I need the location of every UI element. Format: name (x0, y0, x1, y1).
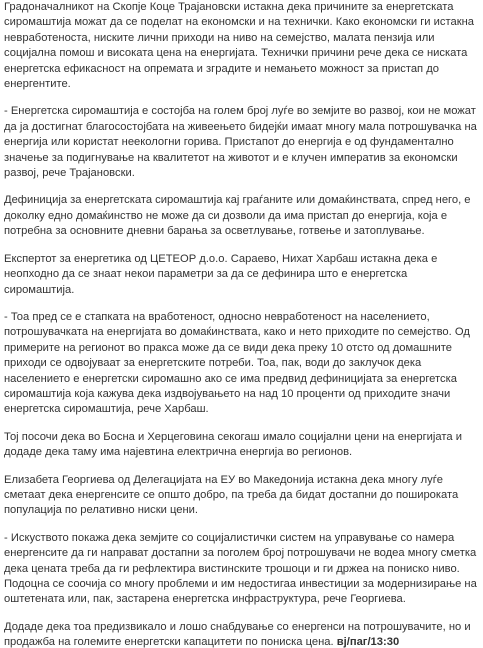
paragraph-4: Експертот за енергетика од ЦЕТЕОР д.о.о. Сараево, Нихат Харбаш истакна дека е неопходно да се знаат некои параметри за да се дефинира што е енергетска сиромаштија. (4, 252, 438, 296)
paragraph-2: - Енергетска сиромаштија е состојба на голем број луѓе во земјите во развој, кои не можат да ја достигнат благосостојбата на живеењето бидејќи имаат многу мала потрошувачка на енергија или користат неекологни горива. Пристапот до енергија е од фундаментално значење за подигнување на квалитетот на животот и е клучен императив за економски развој, рече Трајановски. (4, 105, 477, 180)
paragraph-5: - Тоа пред се е стапката на вработеност, односно невработеност на населението, потрошувачката на енергијата во домаќинствата, како и нето приходите по семејство. Од примерите на регионот во пракса може да се види дека преку 10 отсто од домашните приходи се одвојуваат за енергетските потреби. Тоа, пак, води до заклучок дека населението е енергетски сиромашно ако се има предвид дефиницијата за енергетска сиромаштија која кажува дека издвојувањето на над 10 проценти од приходите значи енергетска сиромаштија, рече Харбаш. (4, 310, 470, 416)
author-signature: вј/паг/13:30 (336, 636, 400, 648)
paragraph-9 (4, 620, 479, 648)
paragraph-6: Тој посочи дека во Босна и Херцеговина секогаш имало социјални цени на енергијата и додаде дека таму има најевтина електрична енергија во регионов. (4, 430, 462, 459)
paragraph-1: Градоначалникот на Скопје Коце Трајановски истакна дека причините за енергетската сиромаштија можат да се поделат на економски и на технички. Како економски ги истакна невработеноста, ниските лични приходи на ниво на семејство, малата пензија или социјална помош и високата цена на енергијата. Технички причини рече дека се ниската енергетска ефикасност на опремата и зградите и немањето можност за пристап до енергентите. (4, 1, 475, 91)
paragraph-3: Дефиниција за енергетската сиромаштија кај граѓаните или домаќинствата, спред него, е доколку едно домаќинство не може да си дозволи да има пристап до енергија, која е потребна за основните дневни барања за осветлување, готвење и затоплување. (4, 194, 471, 238)
paragraph-9-text: Додаде дека тоа предизвикало и лошо снабдување со енергенси на потрошувачите, но и продажба на големите енергетски капацитети по пониска цена. (4, 620, 471, 648)
paragraph-8: - Искуството покажа дека земјите со социјалистички систем на управување со намера енергенсите да ги направат достапни за поголем број потрошувачи не водеа многу сметка дека цената треба да ги рефлектира вистинските трошоци и ги држеа на пониско ниво. Подоцна се соочија со многу проблеми и им недостигаа инвестиции за модернизирање на оштетената или, пак, застарена енергетска инфраструктура, рече Георгиева. (4, 531, 477, 606)
paragraph-7: Елизабета Георгиева од Делегацијата на ЕУ во Македонија истакна дека многу луѓе сметаат дека енергенсите се општо добро, па треба да бидат достапни до пошироката популација по релативно ниски цени. (4, 473, 459, 517)
